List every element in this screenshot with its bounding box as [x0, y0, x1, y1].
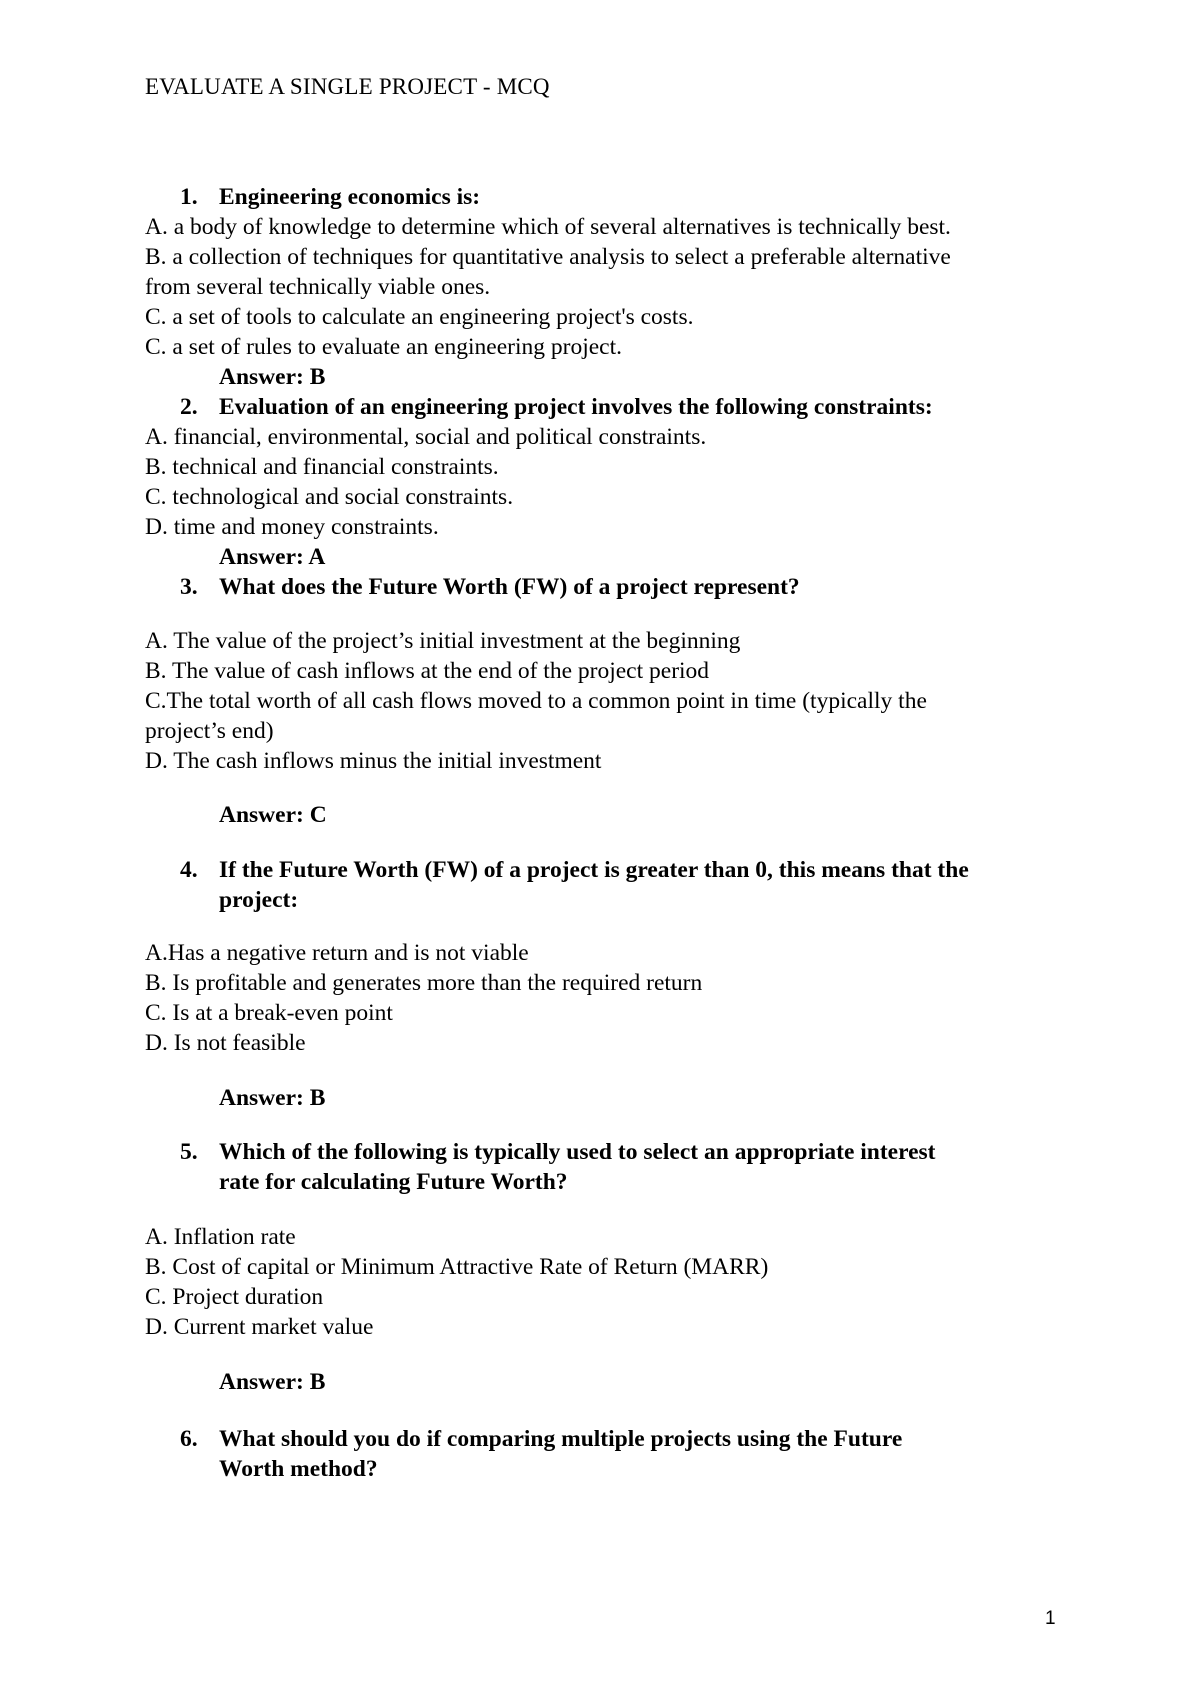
answer-line: Answer: B [219, 1085, 326, 1111]
option-line: A. a body of knowledge to determine which of several alternatives is technically best. [145, 214, 951, 240]
option-line: C. a set of rules to evaluate an engineering project. [145, 334, 622, 360]
option-line: C. technological and social constraints. [145, 484, 514, 510]
option-line: B. Cost of capital or Minimum Attractive Rate of Return (MARR) [145, 1254, 769, 1280]
answer-line: Answer: B [219, 1369, 326, 1395]
option-line: A. The value of the project’s initial investment at the beginning [145, 628, 741, 654]
question-text: project: [219, 887, 299, 913]
question-number: 2. [180, 394, 198, 420]
question-text: Which of the following is typically used to select an appropriate interest [219, 1139, 936, 1165]
answer-line: Answer: C [219, 802, 327, 828]
option-line: C. a set of tools to calculate an engineering project's costs. [145, 304, 694, 330]
answer-line: Answer: A [219, 544, 326, 570]
option-line: C.The total worth of all cash flows moved to a common point in time (typically the [145, 688, 927, 714]
option-line: project’s end) [145, 718, 274, 744]
option-line: B. Is profitable and generates more than the required return [145, 970, 703, 996]
question-number: 3. [180, 574, 198, 600]
question-number: 4. [180, 857, 198, 883]
option-line: B. technical and financial constraints. [145, 454, 499, 480]
question-number: 1. [180, 184, 198, 210]
option-line: D. Current market value [145, 1314, 374, 1340]
page-title: EVALUATE A SINGLE PROJECT - MCQ [145, 74, 550, 99]
option-line: A. financial, environmental, social and political constraints. [145, 424, 707, 450]
option-line: B. The value of cash inflows at the end of the project period [145, 658, 710, 684]
option-line: from several technically viable ones. [145, 274, 491, 300]
option-line: C. Is at a break-even point [145, 1000, 393, 1026]
option-line: B. a collection of techniques for quantitative analysis to select a preferable alternative [145, 244, 951, 270]
question-text: Evaluation of an engineering project involves the following constraints: [219, 394, 933, 420]
option-line: D. The cash inflows minus the initial investment [145, 748, 602, 774]
option-line: C. Project duration [145, 1284, 324, 1310]
question-text: What does the Future Worth (FW) of a project represent? [219, 574, 800, 600]
question-text: If the Future Worth (FW) of a project is greater than 0, this means that the [219, 857, 969, 883]
question-number: 5. [180, 1139, 198, 1165]
page-number: 1 [1045, 1608, 1056, 1629]
question-text: Engineering economics is: [219, 184, 481, 210]
answer-line: Answer: B [219, 364, 326, 390]
option-line: D. Is not feasible [145, 1030, 306, 1056]
question-text: rate for calculating Future Worth? [219, 1169, 568, 1195]
option-line: D. time and money constraints. [145, 514, 439, 540]
question-text: What should you do if comparing multiple projects using the Future [219, 1426, 903, 1452]
option-line: A. Inflation rate [145, 1224, 296, 1250]
option-line: A.Has a negative return and is not viable [145, 940, 529, 966]
question-number: 6. [180, 1426, 198, 1452]
question-text: Worth method? [219, 1456, 378, 1482]
